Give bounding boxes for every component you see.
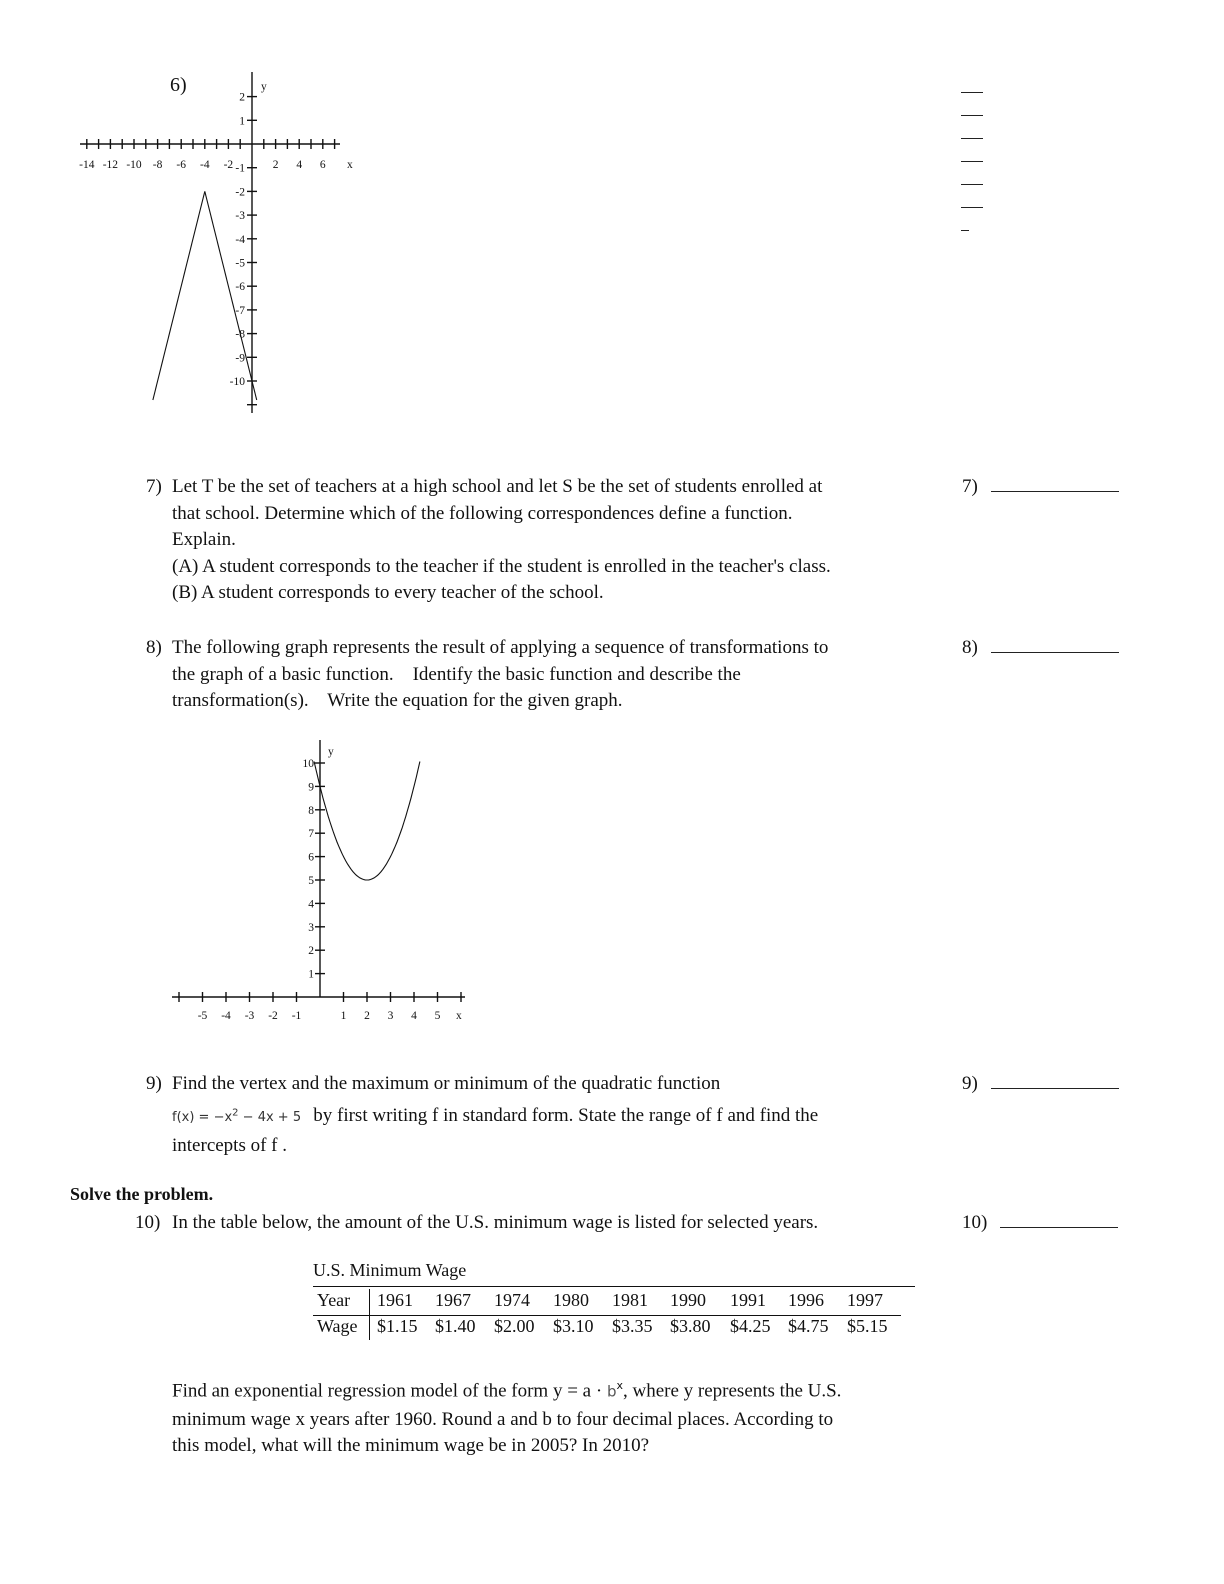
cell-wage: $4.25 [730,1316,771,1336]
x-tick-label: -4 [221,1010,231,1022]
x-tick-label: -8 [152,159,163,171]
question-line: intercepts of f . [172,1135,288,1157]
question-8-text [172,635,952,715]
question-9-number: 9) [146,1073,162,1094]
question-10-number: 10) [135,1212,161,1233]
y-tick-label: -5 [235,257,245,270]
answer-blank[interactable] [961,161,983,162]
answer-blank[interactable] [961,115,983,116]
question-7-text [172,474,952,607]
cell-year: 1974 [494,1290,530,1310]
answer-blank[interactable] [961,207,983,208]
cell-year: 1981 [612,1290,648,1310]
graph-right-branch [205,191,257,400]
question-10-text [172,1373,962,1460]
question-7-number: 7) [146,476,162,497]
option-a: (A) A student corresponds to the teacher if the student is enrolled in the teacher's class. [172,555,831,577]
section-heading: Solve the problem. [70,1184,214,1204]
q6-graph [70,70,370,420]
y-tick-label: 5 [308,875,314,887]
x-tick-label: -3 [244,1010,255,1022]
y-tick-label: -10 [229,376,245,388]
question-line: the graph of a basic function. Identify the basic function and describe the [172,663,741,685]
min-wage-table [313,1260,918,1340]
formula: $f(x) = -x^2 - 4x + 5$ [172,1107,302,1125]
question-line: this model, what will the minimum wage be in 2005? In 2010? [172,1435,650,1457]
cell-wage: $4.75 [788,1316,829,1336]
question-10-intro: In the table below, the amount of the U.S. minimum wage is listed for selected years. [172,1212,819,1233]
answer-8 [962,635,1119,662]
y-tick-label: -6 [235,281,245,294]
table-title: U.S. Minimum Wage [313,1260,467,1280]
question-6-number: 6) [170,74,187,96]
x-tick-label: -6 [176,159,186,171]
x-tick-label: -1 [291,1010,302,1022]
y-tick-label: -1 [235,162,245,175]
cell-year: 1980 [553,1290,589,1310]
cell-wage: $5.15 [847,1316,888,1336]
answer-10 [962,1210,1118,1237]
question-9-text [172,1071,952,1160]
y-tick-label: 3 [308,921,314,934]
parabola-curve [314,762,420,881]
answer-blank-stack [961,80,985,240]
x-axis-label: x [456,1010,462,1022]
question-line: Let T be the set of teachers at a high school and let S be the set of students enrolled at [172,476,823,497]
cell-year: 1997 [847,1290,883,1310]
cell-year: 1967 [435,1290,471,1310]
y-tick-label: -8 [235,328,245,341]
x-tick-label: -2 [268,1010,278,1022]
table-top-rule [313,1286,915,1287]
answer-blank[interactable] [991,491,1119,492]
q8-graph [160,735,480,1030]
cell-year: 1990 [670,1290,706,1310]
y-tick-label: -7 [235,304,245,317]
answer-blank[interactable] [961,184,983,185]
answer-label: 7) [962,476,978,497]
table-row-year [313,1290,915,1314]
x-tick-label: -4 [200,159,210,171]
x-tick-label: -14 [79,159,95,171]
x-tick-label: 5 [434,1010,441,1022]
cell-year: 1991 [730,1290,766,1310]
cell-wage: $3.80 [670,1316,711,1336]
y-tick-label: 1 [239,115,245,128]
question-line: $f(x) = -x^2 - 4x + 5$ by first writing f in standard form. State the range of f and find the [172,1104,819,1126]
y-axis-label: y [328,746,334,758]
question-line: that school. Determine which of the following correspondences define a function. [172,502,793,524]
cell-wage: $3.35 [612,1316,653,1336]
question-line: The following graph represents the result of applying a sequence of transformations to [172,637,829,658]
question-line: Find the vertex and the maximum or minimum of the quadratic function [172,1073,721,1094]
y-tick-label: 6 [308,851,314,864]
question-line: transformation(s). Write the equation for the given graph. [172,690,623,711]
graph-left-branch [153,191,205,400]
y-tick-label: 2 [308,945,314,958]
x-tick-label: -2 [223,159,234,171]
answer-blank[interactable] [1000,1227,1118,1228]
y-tick-label: -2 [235,186,245,199]
x-tick-label: 2 [272,159,279,171]
answer-label: 8) [962,637,978,658]
y-tick-label: -9 [235,352,245,365]
answer-blank[interactable] [961,92,983,93]
question-line: Explain. [172,529,236,550]
y-axis-label: y [261,81,267,93]
x-tick-label: 4 [296,159,303,171]
y-tick-label: -3 [235,210,245,223]
y-tick-label: 10 [302,758,314,770]
y-tick-label: 7 [308,828,314,841]
y-tick-label: 4 [308,898,314,911]
question-line: Find an exponential regression model of the form $y = a \cdot b^x$, where y represents the U.S. [172,1379,842,1402]
answer-label: 10) [962,1212,988,1233]
answer-9 [962,1071,1119,1098]
cell-wage: $1.40 [435,1316,476,1336]
x-tick-label: -12 [102,159,119,171]
x-tick-label: 6 [319,159,326,171]
question-8-number: 8) [146,637,162,658]
cell-year: 1996 [788,1290,824,1310]
x-tick-label: 4 [411,1010,417,1022]
y-tick-label: 2 [239,91,245,104]
y-tick-label: -4 [235,233,245,246]
cell-wage: $3.10 [553,1316,594,1336]
formula-b: b [606,1382,617,1401]
answer-blank[interactable] [991,652,1119,653]
answer-label: 9) [962,1073,978,1094]
question-line: minimum wage x years after 1960. Round a and b to four decimal places. According to [172,1408,834,1430]
x-tick-label: -10 [126,159,142,171]
y-tick-label: 1 [308,968,314,981]
answer-7 [962,474,1119,501]
y-tick-label: 9 [308,781,314,794]
answer-blank[interactable] [961,230,969,231]
y-tick-label: 8 [308,804,314,817]
x-tick-label: 2 [364,1010,370,1022]
row-label-wage: Wage [317,1316,358,1336]
cell-year: 1961 [377,1290,413,1310]
table-row-wage [313,1316,915,1340]
answer-blank[interactable] [961,138,983,139]
answer-blank[interactable] [991,1088,1119,1089]
cell-wage: $2.00 [494,1316,535,1336]
cell-wage: $1.15 [377,1316,418,1336]
row-label-year: Year [317,1290,351,1310]
x-tick-label: 1 [340,1010,347,1022]
option-b: (B) A student corresponds to every teacher of the school. [172,582,604,603]
x-axis-label: x [347,159,353,171]
table-col-divider [369,1289,370,1340]
x-tick-label: 3 [387,1010,394,1022]
x-tick-label: -5 [197,1010,208,1022]
